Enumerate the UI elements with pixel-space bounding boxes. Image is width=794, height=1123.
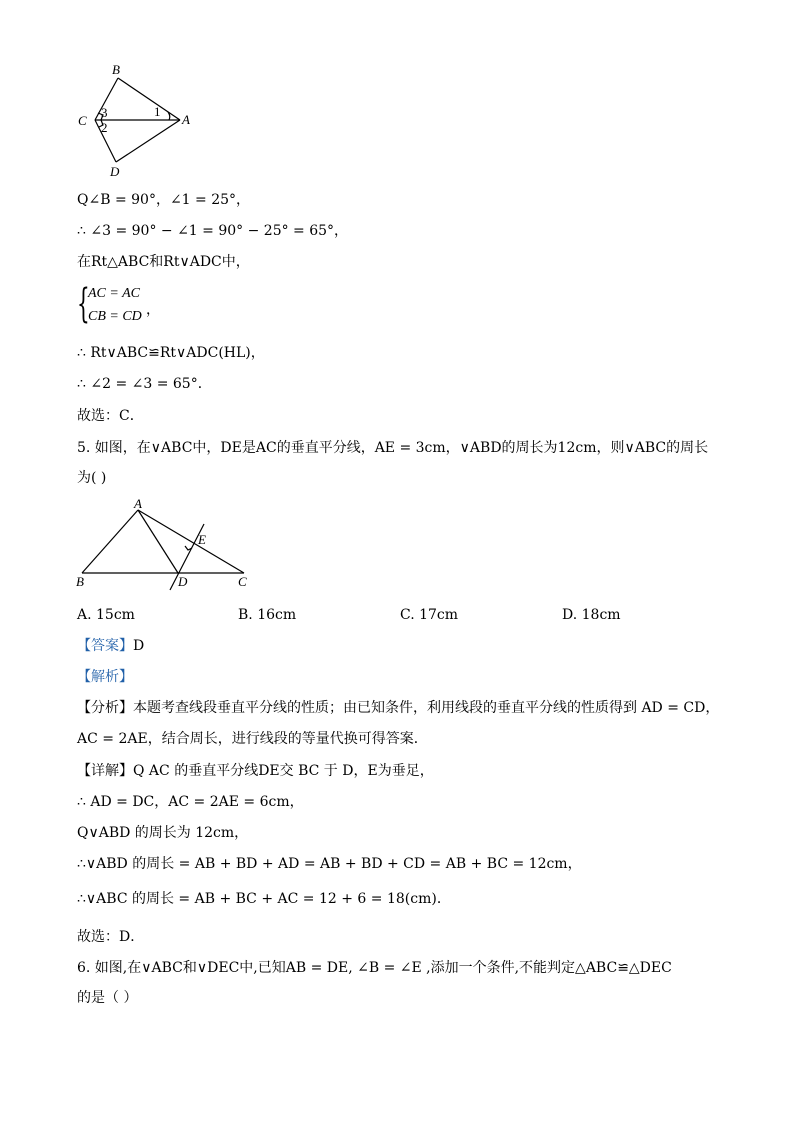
label-d: D xyxy=(178,574,188,589)
label-e: E xyxy=(198,532,206,547)
system-eq-2: CB = CD xyxy=(88,309,142,324)
question-6-line-2: 的是（ ） xyxy=(77,990,138,1006)
choice-a: A. 15cm xyxy=(77,607,135,623)
label-a: A xyxy=(182,112,190,127)
segment-ab xyxy=(82,510,138,573)
step-5: 故选：D． xyxy=(77,929,145,945)
label-angle-1: 1 xyxy=(154,104,161,119)
label-angle-2: 2 xyxy=(101,120,108,135)
label-angle-3: 3 xyxy=(101,105,108,120)
system-brace: { xyxy=(77,281,90,327)
segment-ad xyxy=(138,510,178,573)
label-b: B xyxy=(76,574,84,589)
solution-line-2: ∴ ∠3 = 90° − ∠1 = 90° − 25° = 65°， xyxy=(77,223,349,239)
step-3: ∴∨ABD 的周长 = AB + BD + AD = AB + BD + CD = AB + BC = 12cm， xyxy=(77,856,582,872)
analysis-tag: 【解析】 xyxy=(77,669,133,685)
question-5-line-1: 5. 如图，在∨ABC中，DE是AC的垂直平分线，AE = 3cm，∨ABD的周长为12cm，则∨ABC的周长 xyxy=(77,440,709,456)
segment-da xyxy=(116,120,180,162)
segment-ba xyxy=(118,78,180,120)
solution-line-6: ∴ ∠2 = ∠3 = 65°． xyxy=(77,376,212,392)
step-2: Q∨ABD 的周长为 12cm， xyxy=(77,825,249,841)
solution-line-5: ∴ Rt∨ABC≌Rt∨ADC(HL)， xyxy=(77,345,265,361)
xiangjie-tag: 【详解】 xyxy=(77,763,133,779)
figure-triangle xyxy=(72,498,272,598)
fenxi-text: 本题考查线段垂直平分线的性质；由已知条件，利用线段的垂直平分线的性质得到 AD = CD， xyxy=(133,700,720,716)
xiangjie-text: Q AC 的垂直平分线DE交 BC 于 D，E为垂足， xyxy=(133,763,434,779)
fenxi-tag: 【分析】 xyxy=(77,700,133,716)
label-c: C xyxy=(78,113,87,128)
choice-b: B. 16cm xyxy=(238,607,297,623)
system-eq-1: AC = AC xyxy=(88,286,140,301)
label-a: A xyxy=(134,498,142,511)
step-4: ∴∨ABC 的周长 = AB + BC + AC = 12 + 6 = 18(cm)． xyxy=(77,891,451,907)
fenxi-line-1 xyxy=(77,698,719,718)
xiangjie-line xyxy=(77,761,434,781)
figure-kite xyxy=(72,60,212,180)
answer-tag: 【答案】 xyxy=(77,638,133,654)
question-5-line-2: 为( ) xyxy=(77,470,107,486)
label-d: D xyxy=(110,164,120,179)
system-comma: ， xyxy=(146,302,160,318)
step-1: ∴ AD = DC，AC = 2AE = 6cm， xyxy=(77,794,304,810)
question-6-line-1: 6. 如图,在∨ABC和∨DEC中,已知AB = DE, ∠B = ∠E ,添加一个条件,不能判定△ABC≌△DEC xyxy=(77,960,672,976)
label-b: B xyxy=(112,62,120,77)
segment-ac xyxy=(138,510,244,573)
choice-c: C. 17cm xyxy=(400,607,459,623)
solution-line-7: 故选：C． xyxy=(77,408,144,424)
answer-line xyxy=(77,636,144,656)
solution-line-3: 在Rt△ABC和Rt∨ADC中， xyxy=(77,254,250,270)
fenxi-line-2: AC = 2AE，结合周长，进行线段的等量代换可得答案． xyxy=(77,731,428,747)
answer-value: D xyxy=(133,638,145,654)
label-c: C xyxy=(238,574,247,589)
choice-d: D. 18cm xyxy=(562,607,621,623)
solution-line-1: Q∠B = 90°，∠1 = 25°， xyxy=(77,192,251,208)
